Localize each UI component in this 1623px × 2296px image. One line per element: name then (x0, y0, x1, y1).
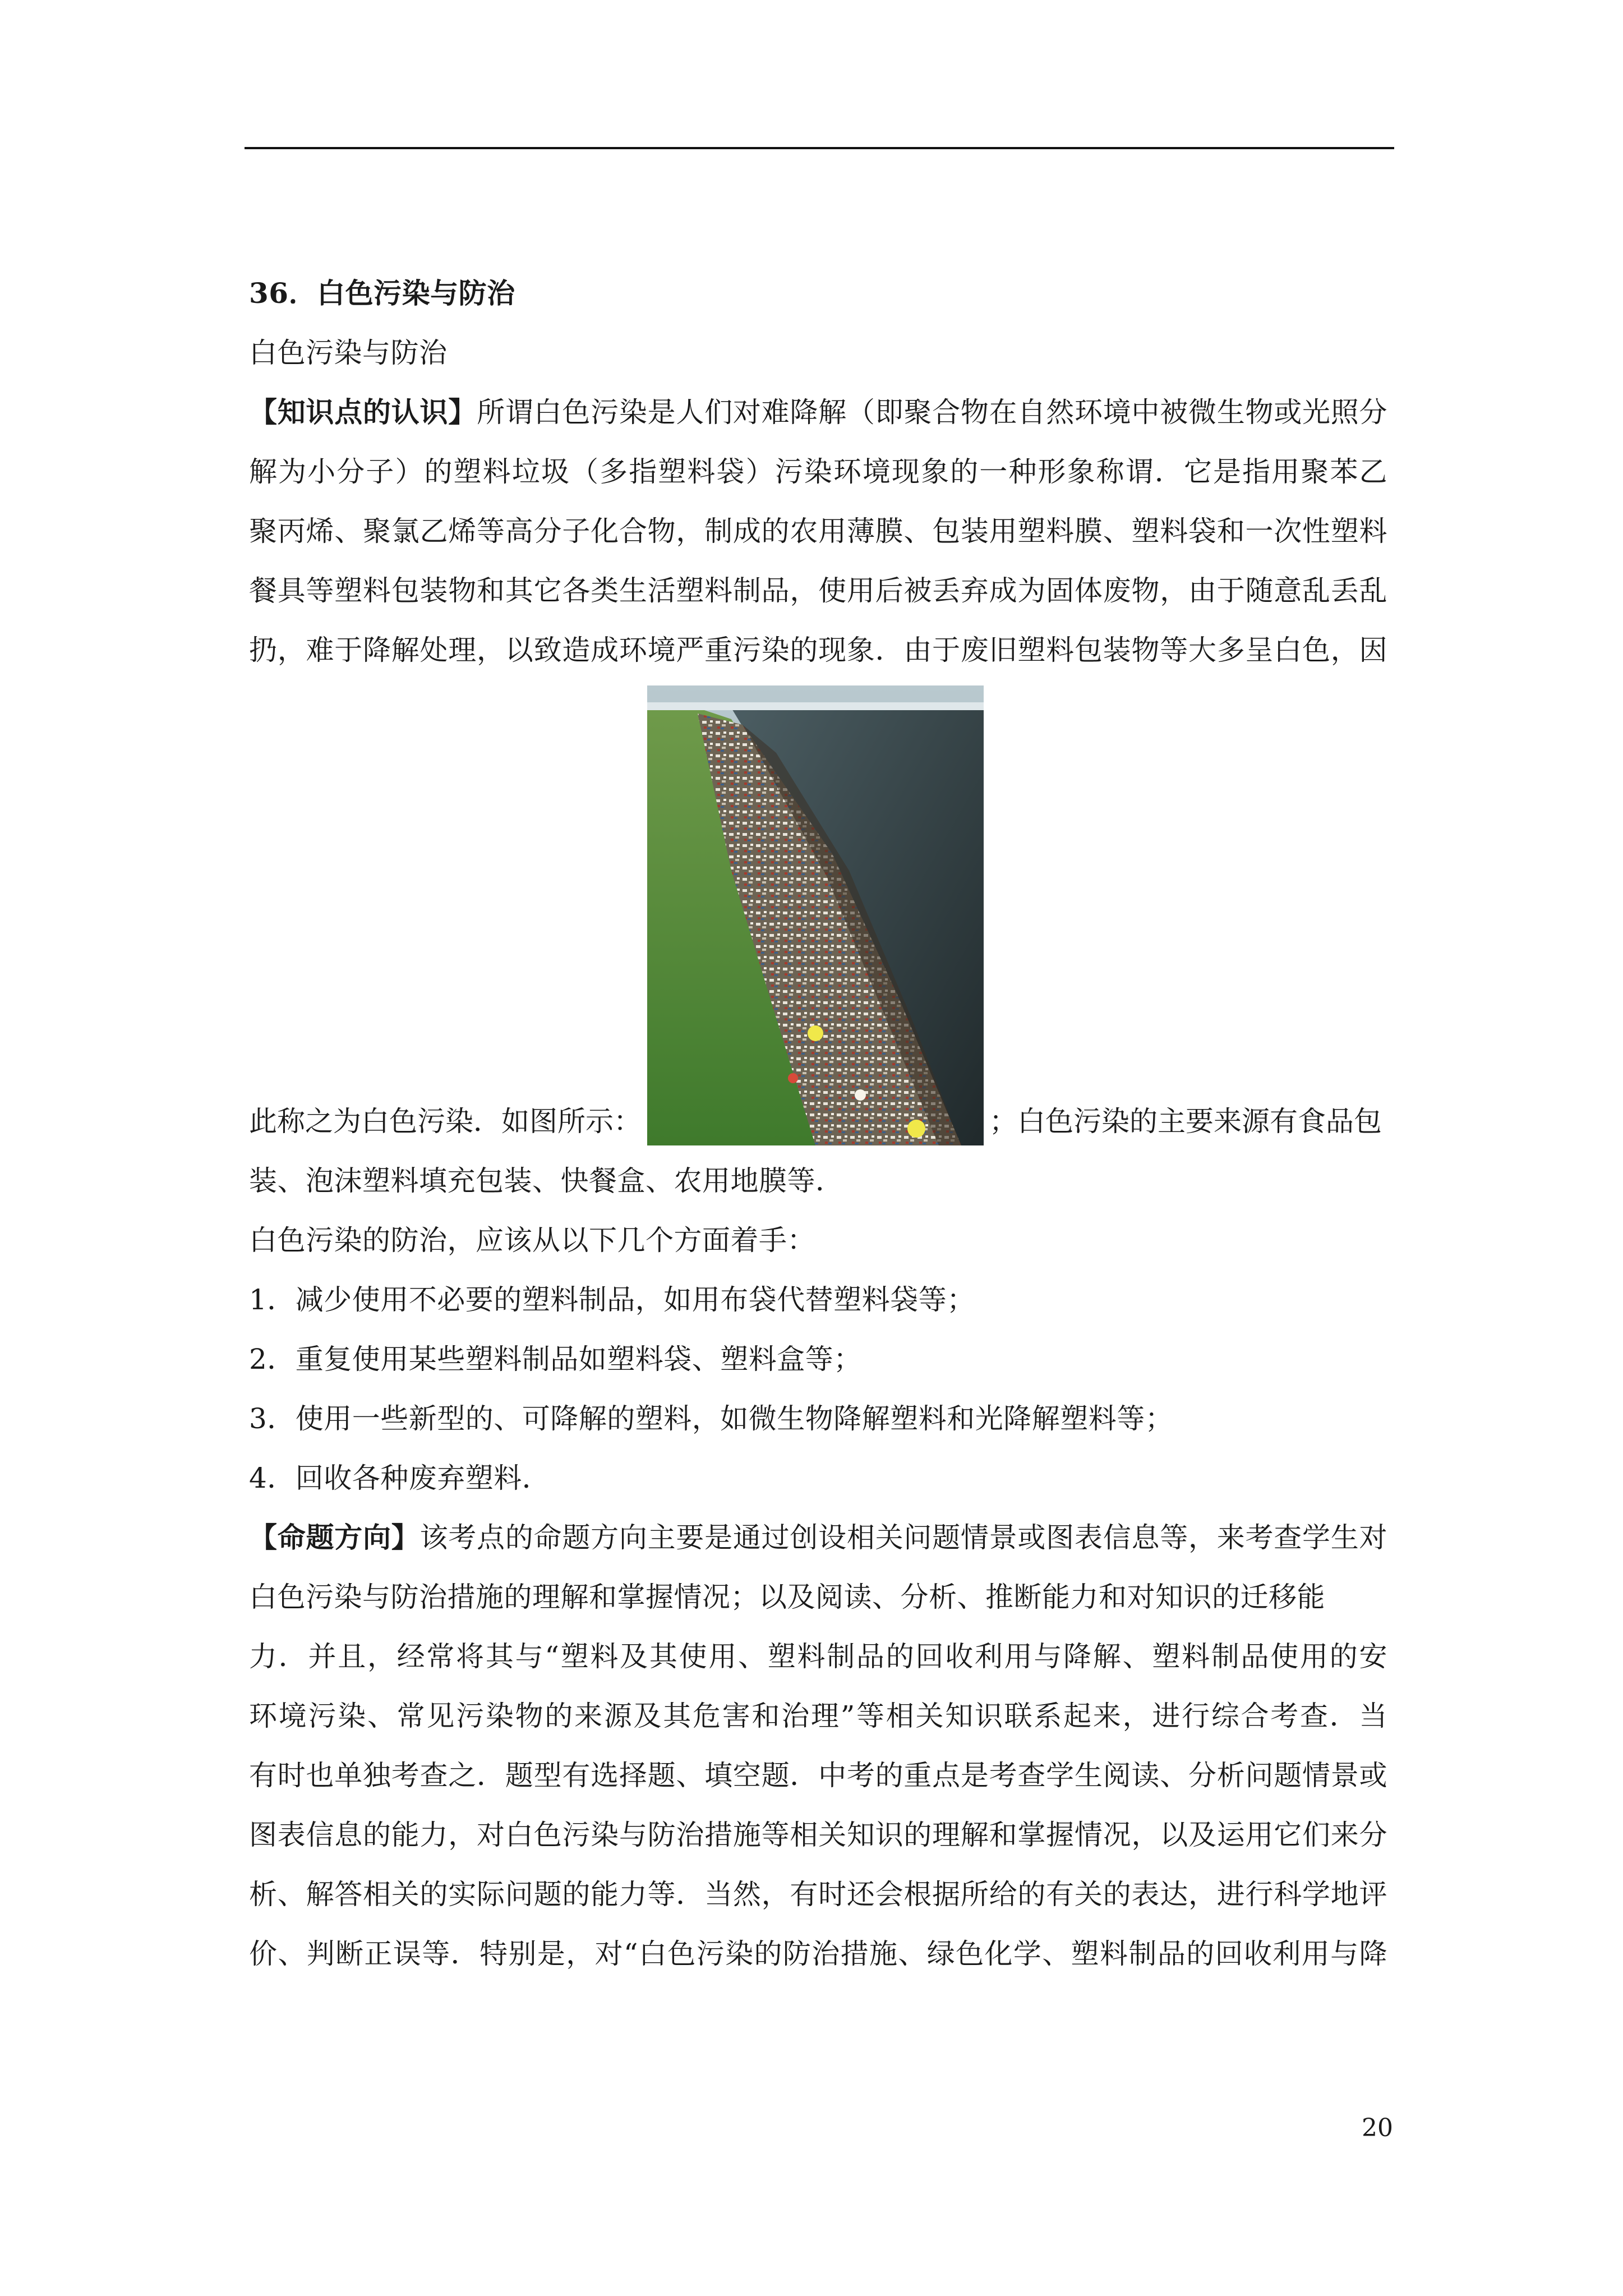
knowledge-line-3: 聚丙烯、聚氯乙烯等高分子化合物，制成的农用薄膜、包装用塑料膜、塑料袋和一次性塑料 (249, 515, 1387, 547)
knowledge-line-5: 扔，难于降解处理，以致造成环境严重污染的现象．由于废旧塑料包装物等大多呈白色，因 (249, 634, 1387, 666)
knowledge-after-figure: 装、泡沫塑料填充包装、快餐盒、农用地膜等． (249, 1165, 844, 1197)
page-number: 20 (1362, 2114, 1393, 2142)
direction-text: 该考点的命题方向主要是通过创设相关问题情景或图表信息等，来考查学生对 (419, 1521, 1387, 1554)
white-pollution-photo (647, 685, 984, 1145)
knowledge-line-1 (249, 383, 1387, 442)
section-title: 36．白色污染与防治 (249, 277, 515, 310)
prevention-item-1: 1．减少使用不必要的塑料制品，如用布袋代替塑料袋等； (249, 1283, 975, 1316)
prevention-item-4: 4．回收各种废弃塑料． (249, 1462, 551, 1494)
section-subtitle: 白色污染与防治 (249, 337, 448, 369)
direction-line-7: 析、解答相关的实际问题的能力等．当然，有时还会根据所给的有关的表达，进行科学地评 (249, 1878, 1387, 1911)
knowledge-lead: 【知识点的认识】 (249, 395, 477, 429)
figure-line (249, 680, 1387, 1151)
prevention-item-3: 3．使用一些新型的、可降解的塑料，如微生物降解塑料和光降解塑料等； (249, 1402, 1174, 1435)
prevention-item-2: 2．重复使用某些塑料制品如塑料袋、塑料盒等； (249, 1343, 862, 1375)
direction-line-6: 图表信息的能力，对白色污染与防治措施等相关知识的理解和掌握情况，以及运用它们来分 (249, 1819, 1387, 1851)
knowledge-line-4: 餐具等塑料包装物和其它各类生活塑料制品，使用后被丢弃成为固体废物，由于随意乱丢乱 (249, 574, 1387, 607)
direction-line-4: 环境污染、常见污染物的来源及其危害和治理”等相关知识联系起来，进行综合考查．当 (249, 1700, 1387, 1732)
header-rule (245, 147, 1394, 149)
direction-lead: 【命题方向】 (249, 1521, 420, 1554)
direction-line-3: 力．并且，经常将其与“塑料及其使用、塑料制品的回收利用与降解、塑料制品使用的安 (249, 1640, 1387, 1673)
direction-line-2: 白色污染与防治措施的理解和掌握情况；以及阅读、分析、推断能力和对知识的迁移能 (249, 1581, 1325, 1613)
direction-line-8: 价、判断正误等．特别是，对“白色污染的防治措施、绿色化学、塑料制品的回收利用与降 (249, 1938, 1387, 1970)
figure-caption-post: ；白色污染的主要来源有食品包 (989, 1105, 1382, 1138)
knowledge-line-2: 解为小分子）的塑料垃圾（多指塑料袋）污染环境现象的一种形象称谓．它是指用聚苯乙 (249, 455, 1387, 488)
direction-line-5: 有时也单独考查之．题型有选择题、填空题．中考的重点是考查学生阅读、分析问题情景或 (249, 1759, 1387, 1792)
figure-caption-pre: 此称之为白色污染．如图所示： (249, 1105, 642, 1138)
page-body (249, 264, 1387, 1984)
prevention-intro: 白色污染的防治，应该从以下几个方面着手： (249, 1224, 815, 1257)
knowledge-text: 所谓白色污染是人们对难降解（即聚合物在自然环境中被微生物或光照分 (477, 396, 1387, 429)
direction-line-1 (249, 1508, 1387, 1567)
